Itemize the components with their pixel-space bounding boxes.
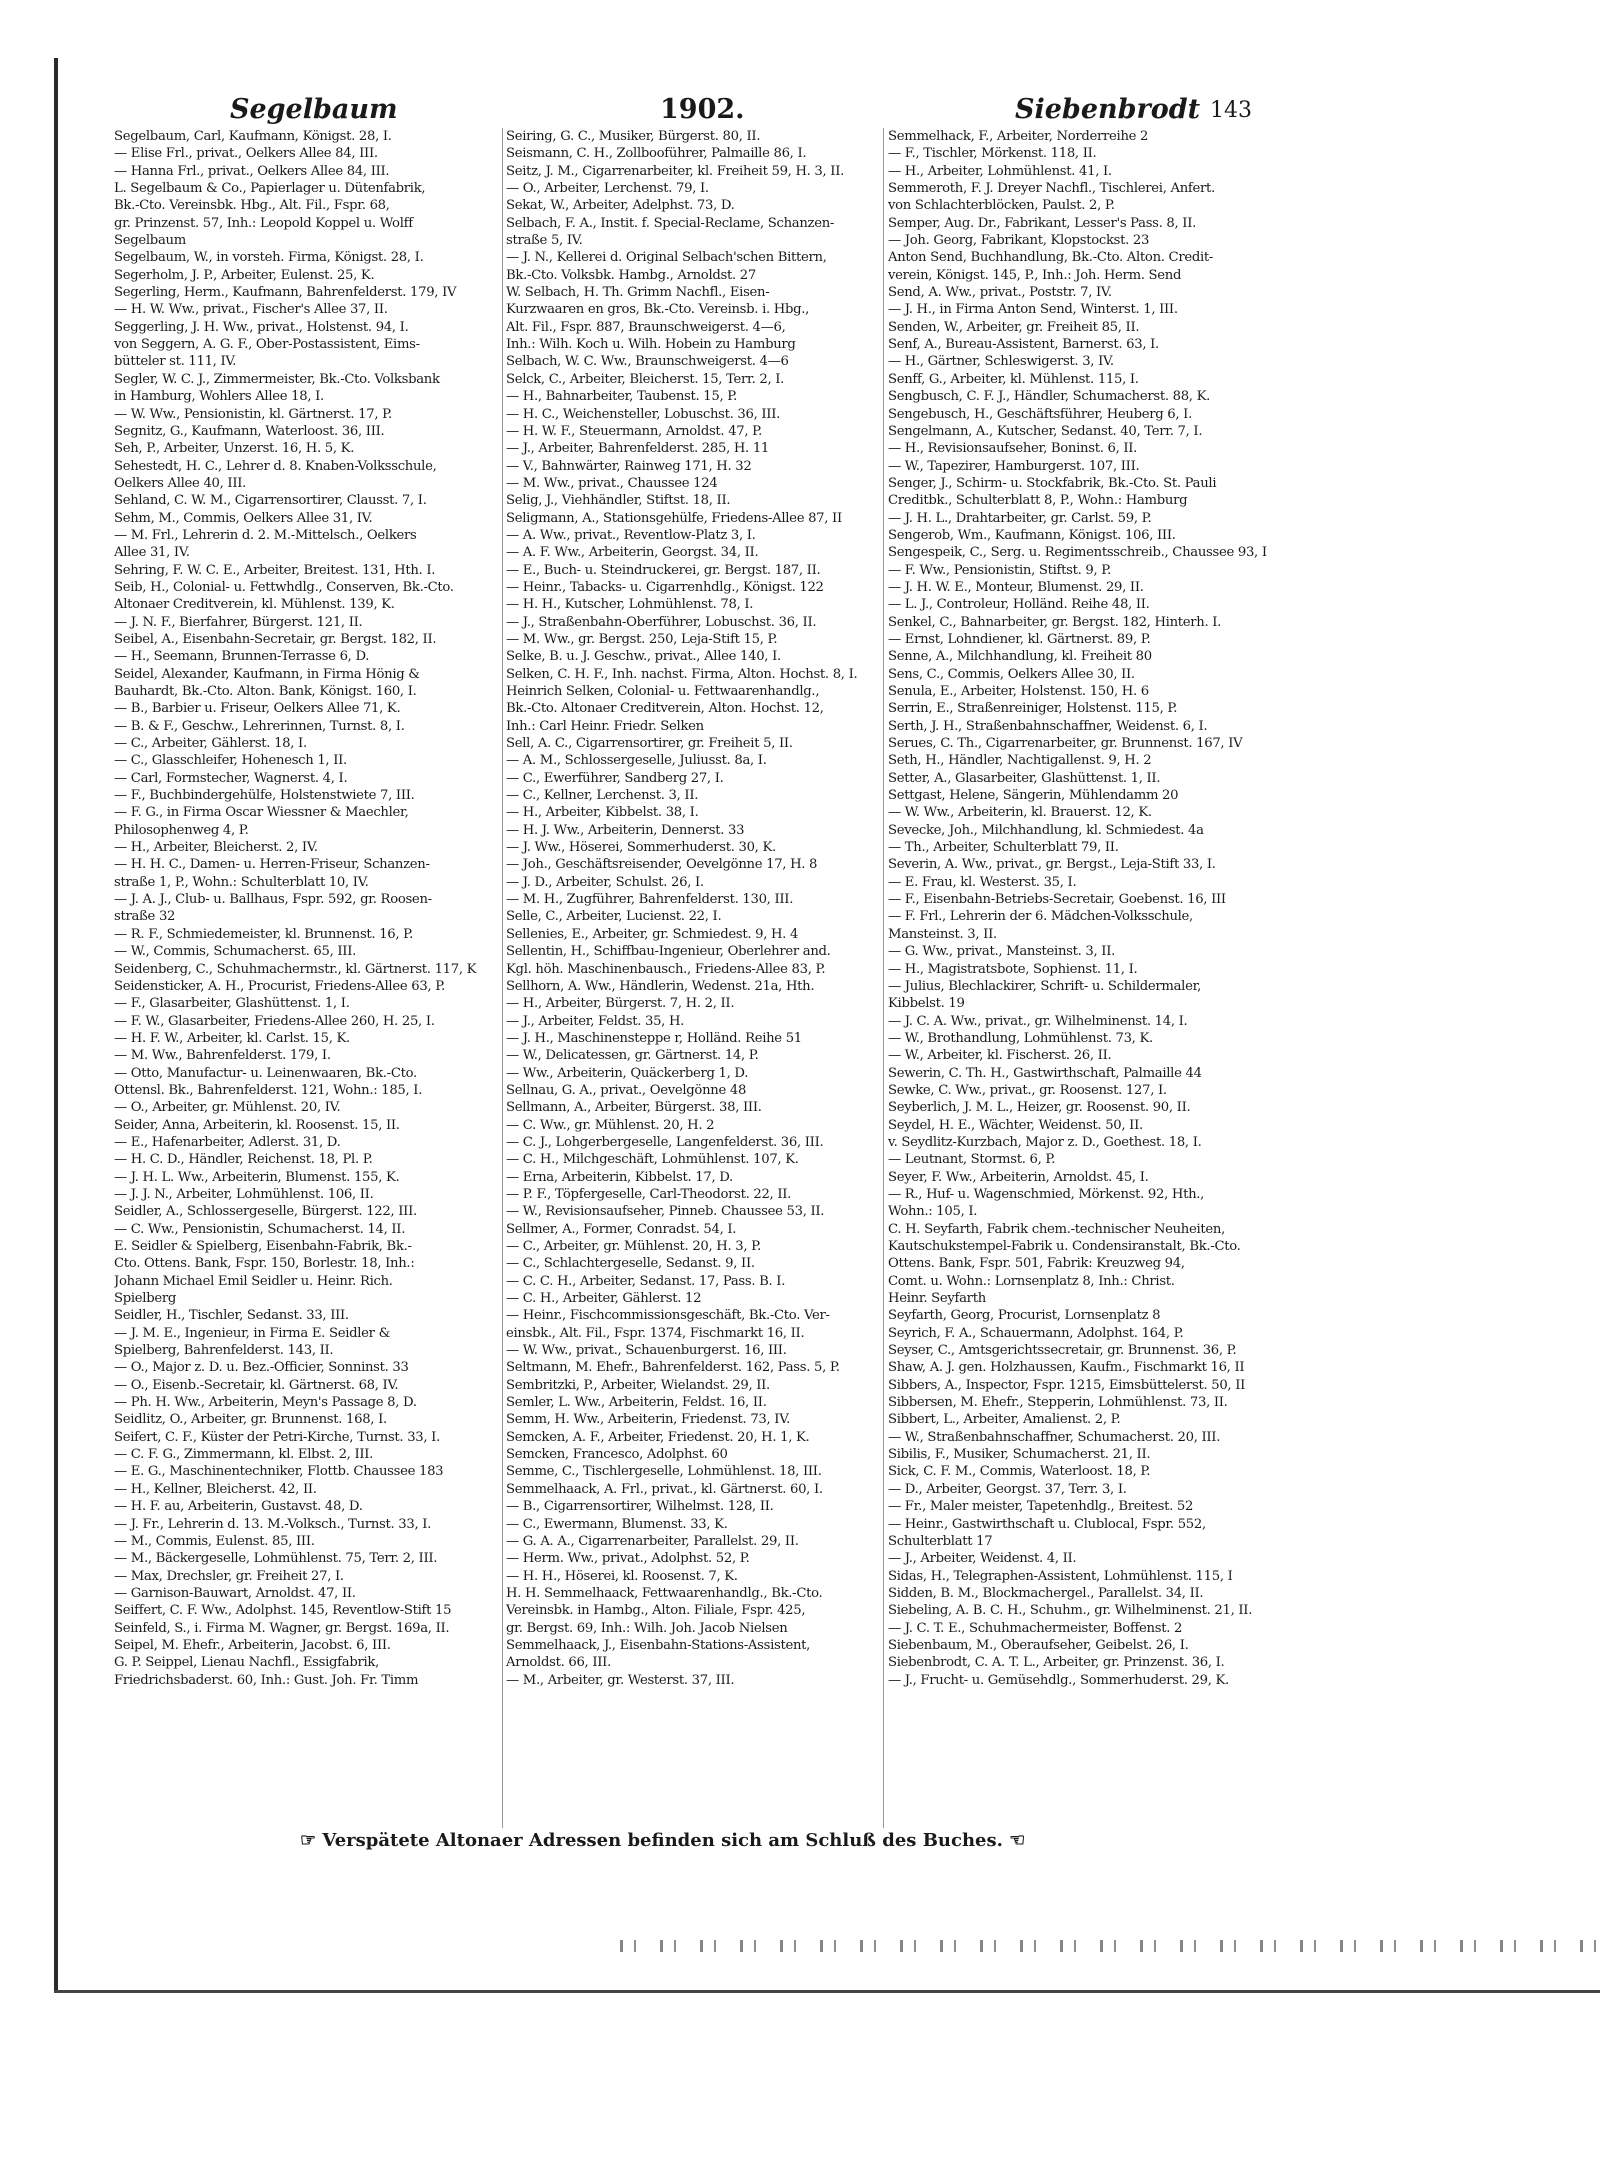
directory-entry: Allee 31, IV.	[114, 545, 190, 561]
directory-entry: Spielberg	[114, 1291, 177, 1307]
directory-entry: — M., Bäckergeselle, Lohmühlenst. 75, Terr. 2, III.	[114, 1551, 438, 1567]
directory-entry: — Heinr., Gastwirthschaft u. Clublocal, Fspr. 552,	[888, 1516, 1206, 1532]
directory-entry: — F. G., in Firma Oscar Wiessner & Maechler,	[114, 805, 409, 821]
directory-entry: — H., Arbeiter, Bleicherst. 2, IV.	[114, 840, 318, 856]
directory-entry: Semcken, Francesco, Adolphst. 60	[506, 1447, 728, 1463]
directory-entry: — F., Eisenbahn-Betriebs-Secretair, Goebenst. 16, III	[888, 892, 1226, 908]
directory-entry: — J. M. E., Ingenieur, in Firma E. Seidler &	[114, 1325, 391, 1341]
directory-entry: — C. H., Arbeiter, Gählerst. 12	[506, 1291, 702, 1307]
directory-entry: Seiffert, C. F. Ww., Adolphst. 145, Reventlow-Stift 15	[114, 1603, 452, 1619]
directory-entry: — C., Arbeiter, Gählerst. 18, I.	[114, 736, 307, 752]
directory-entry: v. Seydlitz-Kurzbach, Major z. D., Goethest. 18, I.	[888, 1134, 1202, 1150]
directory-entry: — O., Major z. D. u. Bez.-Officier, Sonninst. 33	[114, 1360, 409, 1376]
directory-entry: — W. Ww., privat., Schauenburgerst. 16, III.	[506, 1343, 787, 1359]
directory-entry: Seidenberg, C., Schuhmachermstr., kl. Gärtnerst. 117, K	[114, 961, 477, 977]
directory-entry: Seinfeld, S., i. Firma M. Wagner, gr. Bergst. 169a, II.	[114, 1620, 450, 1636]
directory-entry: Vereinsbk. in Hambg., Alton. Filiale, Fspr. 425,	[506, 1603, 806, 1619]
directory-entry: — J., Arbeiter, Bahrenfelderst. 285, H. 11	[506, 441, 770, 457]
directory-entry: in Hamburg, Wohlers Allee 18, I.	[114, 389, 324, 405]
directory-entry: straße 32	[114, 909, 176, 925]
directory-entry: Seligmann, A., Stationsgehülfe, Friedens-Allee 87, II	[506, 510, 842, 526]
directory-entry: — B., Barbier u. Friseur, Oelkers Allee 71, K.	[114, 701, 401, 717]
directory-entry: Sell, A. C., Cigarrensortirer, gr. Freiheit 5, II.	[506, 736, 793, 752]
directory-entry: Sehring, F. W. C. E., Arbeiter, Breitest. 131, Hth. I.	[114, 562, 436, 578]
directory-entry: Sehestedt, H. C., Lehrer d. 8. Knaben-Volksschule,	[114, 458, 437, 474]
directory-entry: — Th., Arbeiter, Schulterblatt 79, II.	[888, 840, 1119, 856]
directory-entry: — J. H. L. Ww., Arbeiterin, Blumenst. 155, K.	[114, 1169, 400, 1185]
directory-entry: — C., Arbeiter, gr. Mühlenst. 20, H. 3, P.	[506, 1239, 761, 1254]
directory-entry: — B. & F., Geschw., Lehrerinnen, Turnst. 8, I.	[114, 718, 405, 734]
directory-entry: Semmeroth, F. J. Dreyer Nachfl., Tischlerei, Anfert.	[888, 181, 1215, 197]
directory-entry: E. Seidler & Spielberg, Eisenbahn-Fabrik, Bk.-	[114, 1239, 412, 1254]
directory-entry: — J. H. W. E., Monteur, Blumenst. 29, II.	[888, 579, 1144, 595]
directory-entry: — G. A. A., Cigarrenarbeiter, Parallelst. 29, II.	[506, 1533, 799, 1549]
directory-entry: Settgast, Helene, Sängerin, Mühlendamm 20	[888, 788, 1179, 804]
directory-entry: Sibbers, A., Inspector, Fspr. 1215, Eimsbüttelerst. 50, II	[888, 1377, 1246, 1393]
directory-entry: — J., Straßenbahn-Oberführer, Lobuschst. 36, II.	[506, 614, 817, 630]
directory-entry: — M. H., Zugführer, Bahrenfelderst. 130, III.	[506, 892, 794, 908]
directory-entry: Sengespeik, C., Serg. u. Regimentsschreib., Chaussee 93, I	[888, 545, 1267, 561]
footer-note: ☞ Verspätete Altonaer Adressen befinden sich am Schluß des Buches. ☜	[300, 1830, 1026, 1851]
directory-entry: Selig, J., Viehhändler, Stiftst. 18, II.	[506, 493, 731, 509]
directory-entry: Seib, H., Colonial- u. Fettwhdlg., Conserven, Bk.-Cto.	[114, 579, 454, 595]
directory-entry: Kibbelst. 19	[888, 996, 965, 1012]
directory-entry: Selken, C. H. F., Inh. nachst. Firma, Alton. Hochst. 8, I.	[506, 666, 858, 682]
directory-entry: — W., Revisionsaufseher, Pinneb. Chaussee 53, II.	[506, 1204, 825, 1220]
directory-entry: — Julius, Blechlackirer, Schrift- u. Schildermaler,	[888, 978, 1202, 994]
directory-entry: — Otto, Manufactur- u. Leinenwaaren, Bk.-Cto.	[114, 1065, 417, 1081]
directory-entry: — J. C. T. E., Schuhmachermeister, Boffenst. 2	[888, 1620, 1183, 1636]
directory-entry: Bk.-Cto. Vereinsbk. Hbg., Alt. Fil., Fspr. 68,	[114, 198, 390, 214]
directory-entry: Segler, W. C. J., Zimmermeister, Bk.-Cto. Volksbank	[114, 371, 440, 387]
directory-entry: — J. Fr., Lehrerin d. 13. M.-Volksch., Turnst. 33, I.	[114, 1516, 432, 1532]
directory-entry: Altonaer Creditverein, kl. Mühlenst. 139, K.	[114, 597, 395, 613]
directory-entry: bütteler st. 111, IV.	[114, 354, 237, 370]
directory-entry: Segelbaum, Carl, Kaufmann, Königst. 28, I.	[114, 129, 392, 144]
directory-entry: — E., Hafenarbeiter, Adlerst. 31, D.	[114, 1134, 341, 1150]
directory-entry: — J., Arbeiter, Weidenst. 4, II.	[888, 1551, 1077, 1567]
directory-entry: — C. Ww., Pensionistin, Schumacherst. 14, II.	[114, 1221, 406, 1237]
directory-entry: Serrin, E., Straßenreiniger, Holstenst. 115, P.	[888, 701, 1178, 717]
directory-entry: Siebenbaum, M., Oberaufseher, Geibelst. 26, I.	[888, 1637, 1189, 1653]
directory-entry: — J. H., in Firma Anton Send, Winterst. 1, III.	[888, 302, 1178, 318]
directory-entry: C. H. Seyfarth, Fabrik chem.-technischer Neuheiten,	[888, 1221, 1225, 1237]
directory-entry: — H., Kellner, Bleicherst. 42, II.	[114, 1481, 317, 1497]
directory-entry: Seidel, Alexander, Kaufmann, in Firma Hönig &	[114, 666, 420, 682]
directory-entry: — H. F. W., Arbeiter, kl. Carlst. 15, K.	[114, 1030, 350, 1046]
directory-entry: — C. Ww., gr. Mühlenst. 20, H. 2	[506, 1117, 715, 1133]
directory-entry: — J. A. J., Club- u. Ballhaus, Fspr. 592, gr. Roosen-	[114, 892, 432, 908]
directory-entry: — Heinr., Tabacks- u. Cigarrenhdlg., Königst. 122	[506, 579, 824, 595]
directory-entry: — Carl, Formstecher, Wagnerst. 4, I.	[114, 770, 348, 786]
directory-entry: Semcken, A. F., Arbeiter, Friedenst. 20, H. 1, K.	[506, 1429, 810, 1445]
directory-entry: — C. H., Milchgeschäft, Lohmühlenst. 107, K.	[506, 1152, 799, 1168]
directory-entry: Serth, J. H., Straßenbahnschaffner, Weidenst. 6, I.	[888, 718, 1208, 734]
directory-entry: — H. H. C., Damen- u. Herren-Friseur, Schanzen-	[114, 857, 430, 873]
directory-entry: Seibel, A., Eisenbahn-Secretair, gr. Bergst. 182, II.	[114, 631, 437, 647]
directory-entry: — M., Arbeiter, gr. Westerst. 37, III.	[506, 1672, 735, 1688]
directory-entry: — W., Arbeiter, kl. Fischerst. 26, II.	[888, 1048, 1112, 1064]
directory-entry: Heinrich Selken, Colonial- u. Fettwaarenhandlg.,	[506, 684, 820, 699]
directory-entry: — Max, Drechsler, gr. Freiheit 27, I.	[114, 1568, 344, 1584]
directory-entry: Ottens. Bank, Fspr. 501, Fabrik: Kreuzweg 94,	[888, 1256, 1185, 1272]
directory-entry: gr. Prinzenst. 57, Inh.: Leopold Koppel u. Wolff	[114, 215, 413, 231]
directory-entry: Segnitz, G., Kaufmann, Waterloost. 36, III.	[114, 423, 385, 439]
directory-entry: — M. Ww., privat., Chaussee 124	[506, 475, 718, 491]
directory-entry: Sellenies, E., Arbeiter, gr. Schmiedest. 9, H. 4	[506, 926, 799, 942]
directory-entry: — Ernst, Lohndiener, kl. Gärtnerst. 89, P.	[888, 631, 1151, 647]
directory-entry: — F., Tischler, Mörkenst. 118, II.	[888, 146, 1097, 162]
directory-entry: Sehland, C. W. M., Cigarrensortirer, Clausst. 7, I.	[114, 493, 427, 509]
directory-entry: W. Selbach, H. Th. Grimm Nachfl., Eisen-	[506, 285, 770, 301]
directory-entry: — O., Arbeiter, gr. Mühlenst. 20, IV.	[114, 1100, 341, 1116]
directory-entry: — Fr., Maler meister, Tapetenhdlg., Breitest. 52	[888, 1499, 1194, 1515]
directory-entry: Kurzwaaren en gros, Bk.-Cto. Vereinsb. i. Hbg.,	[506, 302, 810, 318]
directory-entry: Seyberlich, J. M. L., Heizer, gr. Roosenst. 90, II.	[888, 1100, 1191, 1116]
directory-entry: Seifert, C. F., Küster der Petri-Kirche, Turnst. 33, I.	[114, 1429, 440, 1445]
directory-entry: — J. N. F., Bierfahrer, Bürgerst. 121, II.	[114, 614, 363, 630]
directory-entry: — J., Arbeiter, Feldst. 35, H.	[506, 1013, 685, 1029]
directory-entry: Semme, C., Tischlergeselle, Lohmühlenst. 18, III.	[506, 1464, 822, 1480]
directory-entry: Selck, C., Arbeiter, Bleicherst. 15, Terr. 2, I.	[506, 371, 785, 387]
directory-entry: — B., Cigarrensortirer, Wilhelmst. 128, II.	[506, 1499, 774, 1515]
directory-entry: Kgl. höh. Maschinenbausch., Friedens-Allee 83, P.	[506, 961, 826, 977]
directory-entry: — Ww., Arbeiterin, Quäckerberg 1, D.	[506, 1065, 749, 1081]
directory-entry: verein, Königst. 145, P., Inh.: Joh. Herm. Send	[888, 267, 1182, 283]
directory-entry: Seggerling, J. H. Ww., privat., Holstenst. 94, I.	[114, 319, 409, 335]
directory-entry: Segelbaum	[114, 233, 186, 249]
directory-entry: Seltmann, M. Ehefr., Bahrenfelderst. 162, Pass. 5, P.	[506, 1360, 840, 1376]
directory-entry: — H. H., Höserei, kl. Roosenst. 7, K.	[506, 1568, 738, 1584]
directory-entry: Seyrich, F. A., Schauermann, Adolphst. 164, P.	[888, 1325, 1184, 1341]
directory-entry: Creditbk., Schulterblatt 8, P., Wohn.: Hamburg	[888, 493, 1188, 509]
directory-entry: Sengerob, Wm., Kaufmann, Königst. 106, III.	[888, 527, 1176, 543]
directory-entry: — C. F. G., Zimmermann, kl. Elbst. 2, III.	[114, 1447, 374, 1463]
directory-entry: — W., Commis, Schumacherst. 65, III.	[114, 944, 357, 960]
directory-entry: von Schlachterblöcken, Paulst. 2, P.	[888, 198, 1115, 214]
directory-entry: — Herm. Ww., privat., Adolphst. 52, P.	[506, 1551, 750, 1567]
directory-entry: Philosophenweg 4, P.	[114, 822, 249, 838]
directory-entry: Johann Michael Emil Seidler u. Heinr. Rich.	[114, 1273, 393, 1289]
directory-entry: — Erna, Arbeiterin, Kibbelst. 17, D.	[506, 1169, 733, 1185]
directory-entry: — M. Frl., Lehrerin d. 2. M.-Mittelsch., Oelkers	[114, 527, 417, 543]
directory-entry: Sibbersen, M. Ehefr., Stepperin, Lohmühlenst. 73, II.	[888, 1395, 1228, 1411]
directory-entry: — J. C. A. Ww., privat., gr. Wilhelminenst. 14, I.	[888, 1013, 1188, 1029]
directory-entry: — Joh., Geschäftsreisender, Oevelgönne 17, H. 8	[506, 857, 818, 873]
directory-entry: Sidden, B. M., Blockmachergel., Parallelst. 34, II.	[888, 1585, 1204, 1601]
directory-entry: Sevecke, Joh., Milchhandlung, kl. Schmiedest. 4a	[888, 822, 1204, 838]
directory-entry: Bk.-Cto. Altonaer Creditverein, Alton. Hochst. 12,	[506, 701, 824, 717]
directory-entry: Sehm, M., Commis, Oelkers Allee 31, IV.	[114, 510, 373, 526]
directory-column-3	[888, 128, 1283, 1838]
directory-entry: Senger, J., Schirm- u. Stockfabrik, Bk.-Cto. St. Pauli	[888, 475, 1217, 491]
directory-entry: Semmelhaack, A. Frl., privat., kl. Gärtnerst. 60, I.	[506, 1481, 823, 1497]
directory-entry: Seh, P., Arbeiter, Unzerst. 16, H. 5, K.	[114, 441, 355, 457]
directory-entry: — F. Ww., Pensionistin, Stiftst. 9, P.	[888, 562, 1112, 578]
directory-entry: — J. N., Kellerei d. Original Selbach'schen Bittern,	[506, 250, 827, 266]
directory-entry: von Seggern, A. G. F., Ober-Postassistent, Eims-	[114, 337, 420, 353]
directory-entry: — J. H., Maschinensteppe r, Holländ. Reihe 51	[506, 1030, 802, 1046]
directory-entry: — H. F. au, Arbeiterin, Gustavst. 48, D.	[114, 1499, 363, 1515]
directory-entry: — M. Ww., gr. Bergst. 250, Leja-Stift 15, P.	[506, 631, 778, 647]
directory-entry: — H., Seemann, Brunnen-Terrasse 6, D.	[114, 649, 370, 665]
directory-entry: — H. C. D., Händler, Reichenst. 18, Pl. P.	[114, 1152, 373, 1168]
directory-entry: — W. Ww., Pensionistin, kl. Gärtnerst. 17, P.	[114, 406, 392, 422]
directory-entry: Kautschukstempel-Fabrik u. Condensiranstalt, Bk.-Cto.	[888, 1239, 1241, 1254]
directory-entry: Comt. u. Wohn.: Lornsenplatz 8, Inh.: Christ.	[888, 1273, 1175, 1289]
directory-entry: Sellmann, A., Arbeiter, Bürgerst. 38, III.	[506, 1100, 762, 1116]
directory-entry: Sengbusch, C. F. J., Händler, Schumacherst. 88, K.	[888, 389, 1211, 405]
directory-entry: Semm, H. Ww., Arbeiterin, Friedenst. 73, IV.	[506, 1412, 791, 1428]
directory-entry: Seider, Anna, Arbeiterin, kl. Roosenst. 15, II.	[114, 1117, 400, 1133]
directory-entry: — H. J. Ww., Arbeiterin, Dennerst. 33	[506, 822, 745, 838]
directory-entry: Semmelhack, F., Arbeiter, Norderreihe 2	[888, 129, 1149, 144]
directory-entry: Alt. Fil., Fspr. 887, Braunschweigerst. 4—6,	[506, 319, 786, 335]
directory-entry: — Hanna Frl., privat., Oelkers Allee 84, III.	[114, 163, 390, 179]
directory-entry: — H., Bahnarbeiter, Taubenst. 15, P.	[506, 389, 738, 405]
directory-entry: — H., Revisionsaufseher, Boninst. 6, II.	[888, 441, 1138, 457]
directory-entry: Seidlitz, O., Arbeiter, gr. Brunnenst. 168, I.	[114, 1412, 387, 1428]
directory-entry: — A. M., Schlossergeselle, Juliusst. 8a, I.	[506, 753, 767, 769]
directory-entry: Bauhardt, Bk.-Cto. Alton. Bank, Königst. 160, I.	[114, 684, 417, 699]
directory-entry: Selbach, W. C. Ww., Braunschweigerst. 4—6	[506, 354, 789, 370]
directory-entry: — W., Tapezirer, Hamburgerst. 107, III.	[888, 458, 1140, 474]
directory-entry: — R., Huf- u. Wagenschmied, Mörkenst. 92, Hth.,	[888, 1186, 1205, 1202]
column-rule	[883, 128, 884, 1828]
directory-entry: Oelkers Allee 40, III.	[114, 475, 247, 491]
directory-entry: Selle, C., Arbeiter, Lucienst. 22, I.	[506, 909, 722, 925]
directory-entry: — E. Frau, kl. Westerst. 35, I.	[888, 874, 1077, 890]
directory-entry: Ottensl. Bk., Bahrenfelderst. 121, Wohn.: 185, I.	[114, 1082, 423, 1098]
directory-entry: Siebeling, A. B. C. H., Schuhm., gr. Wilhelminenst. 21, II.	[888, 1603, 1253, 1619]
directory-entry: — J., Frucht- u. Gemüsehdlg., Sommerhuderst. 29, K.	[888, 1672, 1229, 1688]
directory-entry: Seidler, A., Schlossergeselle, Bürgerst. 122, III.	[114, 1204, 417, 1220]
directory-entry: — H. W. F., Steuermann, Arnoldst. 47, P.	[506, 423, 762, 439]
directory-entry: — L. J., Controleur, Holländ. Reihe 48, II.	[888, 597, 1150, 613]
directory-entry: — H., Gärtner, Schleswigerst. 3, IV.	[888, 354, 1114, 370]
directory-entry: Seipel, M. Ehefr., Arbeiterin, Jacobst. 6, III.	[114, 1637, 391, 1653]
directory-entry: Bk.-Cto. Volksbk. Hambg., Arnoldst. 27	[506, 267, 756, 283]
directory-entry: — C., Ewerführer, Sandberg 27, I.	[506, 770, 724, 786]
directory-entry: Sengelmann, A., Kutscher, Sedanst. 40, Terr. 7, I.	[888, 423, 1203, 439]
directory-entry: Semper, Aug. Dr., Fabrikant, Lesser's Pass. 8, II.	[888, 215, 1197, 231]
directory-entry: Friedrichsbaderst. 60, Inh.: Gust. Joh. Fr. Timm	[114, 1672, 419, 1688]
page-header	[70, 92, 1310, 132]
directory-entry: — H., Arbeiter, Kibbelst. 38, I.	[506, 805, 699, 821]
directory-entry: Sembritzki, P., Arbeiter, Wielandst. 29, II.	[506, 1377, 770, 1393]
directory-entry: — F. W., Glasarbeiter, Friedens-Allee 260, H. 25, I.	[114, 1013, 435, 1029]
directory-entry: Seismann, C. H., Zollbooführer, Palmaille 86, I.	[506, 146, 807, 162]
directory-entry: — J. D., Arbeiter, Schulst. 26, I.	[506, 874, 704, 890]
directory-entry: Sellhorn, A. Ww., Händlerin, Wedenst. 21a, Hth.	[506, 978, 815, 994]
directory-entry: — G. Ww., privat., Mansteinst. 3, II.	[888, 944, 1116, 960]
directory-entry: — Ph. H. Ww., Arbeiterin, Meyn's Passage 8, D.	[114, 1395, 417, 1411]
directory-entry: Selke, B. u. J. Geschw., privat., Allee 140, I.	[506, 649, 781, 665]
directory-entry: — C., Ewermann, Blumenst. 33, K.	[506, 1516, 728, 1532]
directory-entry: Sewerin, C. Th. H., Gastwirthschaft, Palmaille 44	[888, 1065, 1202, 1081]
directory-entry: Senne, A., Milchhandlung, kl. Freiheit 80	[888, 649, 1152, 665]
directory-entry: Senden, W., Arbeiter, gr. Freiheit 85, II.	[888, 319, 1140, 335]
directory-entry: Mansteinst. 3, II.	[888, 926, 997, 942]
directory-entry: Seidensticker, A. H., Procurist, Friedens-Allee 63, P.	[114, 978, 446, 994]
column-rule	[502, 128, 503, 1828]
directory-entry: — H. H., Kutscher, Lohmühlenst. 78, I.	[506, 597, 754, 613]
directory-entry: Seiring, G. C., Musiker, Bürgerst. 80, II.	[506, 129, 761, 144]
directory-entry: Senf, A., Bureau-Assistent, Barnerst. 63, I.	[888, 337, 1159, 353]
directory-entry: — H. C., Weichensteller, Lobuschst. 36, III.	[506, 406, 780, 422]
directory-entry: — Elise Frl., privat., Oelkers Allee 84, III.	[114, 146, 378, 162]
directory-entry: H. H. Semmelhaack, Fettwaarenhandlg., Bk.-Cto.	[506, 1585, 823, 1601]
directory-entry: — Heinr., Fischcommissionsgeschäft, Bk.-Cto. Ver-	[506, 1308, 830, 1324]
directory-entry: — J. H. L., Drahtarbeiter, gr. Carlst. 59, P.	[888, 510, 1152, 526]
directory-entry: Selbach, F. A., Instit. f. Special-Reclame, Schanzen-	[506, 215, 835, 231]
directory-entry: Heinr. Seyfarth	[888, 1291, 986, 1307]
page-edge-left	[54, 58, 58, 1990]
directory-entry: — Leutnant, Stormst. 6, P.	[888, 1152, 1056, 1168]
directory-entry: — E. G., Maschinentechniker, Flottb. Chaussee 183	[114, 1464, 444, 1480]
directory-entry: — O., Eisenb.-Secretair, kl. Gärtnerst. 68, IV.	[114, 1377, 399, 1393]
directory-entry: Sengebusch, H., Geschäftsführer, Heuberg 6, I.	[888, 406, 1192, 422]
directory-entry: Senula, E., Arbeiter, Holstenst. 150, H. 6	[888, 684, 1149, 699]
directory-entry: — A. Ww., privat., Reventlow-Platz 3, I.	[506, 527, 756, 543]
directory-entry: Seth, H., Händler, Nachtigallenst. 9, H. 2	[888, 753, 1152, 769]
directory-entry: — W., Delicatessen, gr. Gärtnerst. 14, P.	[506, 1048, 759, 1064]
directory-entry: Inh.: Carl Heinr. Friedr. Selken	[506, 718, 704, 734]
directory-entry: Spielberg, Bahrenfelderst. 143, II.	[114, 1343, 334, 1359]
directory-entry: Segerling, Herm., Kaufmann, Bahrenfelderst. 179, IV	[114, 285, 457, 301]
directory-page	[70, 92, 1310, 1947]
directory-entry: — M., Commis, Eulenst. 85, III.	[114, 1533, 315, 1549]
directory-entry: — W. Ww., Arbeiterin, kl. Brauerst. 12, K.	[888, 805, 1152, 821]
directory-entry: L. Segelbaum & Co., Papierlager u. Dütenfabrik,	[114, 181, 426, 197]
directory-entry: — H., Arbeiter, Bürgerst. 7, H. 2, II.	[506, 996, 735, 1012]
directory-entry: — F., Buchbindergehülfe, Holstenstwiete 7, III.	[114, 788, 415, 804]
directory-entry: Seyser, C., Amtsgerichtssecretair, gr. Brunnenst. 36, P.	[888, 1343, 1237, 1359]
directory-entry: — J. Ww., Höserei, Sommerhuderst. 30, K.	[506, 840, 776, 856]
directory-entry: — C., Kellner, Lerchenst. 3, II.	[506, 788, 699, 804]
directory-entry: Segerholm, J. P., Arbeiter, Eulenst. 25, K.	[114, 267, 375, 283]
directory-entry: Senff, G., Arbeiter, kl. Mühlenst. 115, I.	[888, 371, 1139, 387]
directory-entry: — C. C. H., Arbeiter, Sedanst. 17, Pass. B. I.	[506, 1273, 786, 1289]
directory-entry: — Garnison-Bauwart, Arnoldst. 47, II.	[114, 1585, 356, 1601]
directory-column-1	[114, 128, 509, 1838]
directory-entry: Sellentin, H., Schiffbau-Ingenieur, Oberlehrer and.	[506, 944, 831, 960]
directory-column-2	[506, 128, 901, 1838]
directory-entry: Serues, C. Th., Cigarrenarbeiter, gr. Brunnenst. 167, IV	[888, 736, 1243, 752]
directory-entry: G. P. Seippel, Lienau Nachfl., Essigfabrik,	[114, 1655, 379, 1671]
directory-entry: Sibilis, F., Musiker, Schumacherst. 21, II.	[888, 1447, 1151, 1463]
directory-entry: Schulterblatt 17	[888, 1533, 993, 1549]
directory-entry: Seyfarth, Georg, Procurist, Lornsenplatz 8	[888, 1308, 1161, 1324]
directory-entry: Sidas, H., Telegraphen-Assistent, Lohmühlenst. 115, I	[888, 1568, 1233, 1584]
directory-entry: — A. F. Ww., Arbeiterin, Georgst. 34, II.	[506, 545, 759, 561]
running-head-left: Segelbaum	[230, 94, 398, 125]
directory-entry: Seyer, F. Ww., Arbeiterin, Arnoldst. 45, I.	[888, 1169, 1149, 1185]
directory-entry: Seydel, H. E., Wächter, Weidenst. 50, II.	[888, 1117, 1143, 1133]
directory-entry: Sick, C. F. M., Commis, Waterloost. 18, P.	[888, 1464, 1151, 1480]
directory-entry: Segelbaum, W., in vorsteh. Firma, Königst. 28, I.	[114, 250, 424, 266]
directory-entry: gr. Bergst. 69, Inh.: Wilh. Joh. Jacob Nielsen	[506, 1620, 788, 1636]
directory-entry: — O., Arbeiter, Lerchenst. 79, I.	[506, 181, 709, 197]
directory-entry: — P. F., Töpfergeselle, Carl-Theodorst. 22, II.	[506, 1186, 792, 1202]
directory-entry: Sellmer, A., Former, Conradst. 54, I.	[506, 1221, 737, 1237]
directory-entry: Shaw, A. J. gen. Holzhaussen, Kaufm., Fischmarkt 16, II	[888, 1360, 1245, 1376]
directory-entry: — V., Bahnwärter, Rainweg 171, H. 32	[506, 458, 752, 474]
directory-entry: Siebenbrodt, C. A. T. L., Arbeiter, gr. Prinzenst. 36, I.	[888, 1655, 1225, 1671]
directory-entry: Anton Send, Buchhandlung, Bk.-Cto. Alton. Credit-	[888, 250, 1214, 266]
running-head-year: 1902.	[660, 94, 745, 125]
directory-entry: — C. J., Lohgerbergeselle, Langenfelderst. 36, III.	[506, 1134, 824, 1150]
running-head-right: Siebenbrodt	[1015, 94, 1201, 125]
directory-entry: — W., Brothandlung, Lohmühlenst. 73, K.	[888, 1030, 1153, 1046]
directory-entry: Semmelhaack, J., Eisenbahn-Stations-Assistent,	[506, 1637, 811, 1653]
directory-entry: — H., Arbeiter, Lohmühlenst. 41, I.	[888, 163, 1112, 179]
directory-entry: Cto. Ottens. Bank, Fspr. 150, Borlestr. 18, Inh.:	[114, 1256, 415, 1272]
directory-entry: Sibbert, L., Arbeiter, Amalienst. 2, P.	[888, 1412, 1121, 1428]
directory-entry: Seitz, J. M., Cigarrenarbeiter, kl. Freiheit 59, H. 3, II.	[506, 163, 845, 179]
directory-entry: Wohn.: 105, I.	[888, 1204, 978, 1220]
directory-entry: — F., Glasarbeiter, Glashüttenst. 1, I.	[114, 996, 350, 1012]
directory-entry: — E., Buch- u. Steindruckerei, gr. Bergst. 187, II.	[506, 562, 821, 578]
directory-entry: Send, A. Ww., privat., Poststr. 7, IV.	[888, 285, 1112, 301]
directory-entry: — C., Glasschleifer, Hohenesch 1, II.	[114, 753, 347, 769]
page-edge-bottom	[54, 1990, 1600, 1993]
directory-entry: — R. F., Schmiedemeister, kl. Brunnenst. 16, P.	[114, 926, 413, 942]
directory-entry: — Joh. Georg, Fabrikant, Klopstockst. 23	[888, 233, 1150, 249]
directory-entry: Semler, L. Ww., Arbeiterin, Feldst. 16, II.	[506, 1395, 767, 1411]
directory-entry: straße 5, IV.	[506, 233, 583, 249]
directory-entry: Arnoldst. 66, III.	[506, 1655, 611, 1671]
directory-entry: — H., Magistratsbote, Sophienst. 11, I.	[888, 961, 1138, 977]
directory-entry: — J. J. N., Arbeiter, Lohmühlenst. 106, II.	[114, 1186, 374, 1202]
directory-entry: Sewke, C. Ww., privat., gr. Roosenst. 127, I.	[888, 1082, 1167, 1098]
page-number: 143	[1210, 98, 1252, 123]
directory-entry: Severin, A. Ww., privat., gr. Bergst., Leja-Stift 33, I.	[888, 857, 1216, 873]
directory-entry: Sekat, W., Arbeiter, Adelphst. 73, D.	[506, 198, 735, 214]
directory-entry: Inh.: Wilh. Koch u. Wilh. Hobein zu Hamburg	[506, 337, 796, 353]
directory-entry: einsbk., Alt. Fil., Fspr. 1374, Fischmarkt 16, II.	[506, 1325, 805, 1341]
directory-entry: — M. Ww., Bahrenfelderst. 179, I.	[114, 1048, 331, 1064]
directory-entry: Sens, C., Commis, Oelkers Allee 30, II.	[888, 666, 1135, 682]
directory-entry: Senkel, C., Bahnarbeiter, gr. Bergst. 182, Hinterh. I.	[888, 614, 1222, 630]
directory-entry: Seidler, H., Tischler, Sedanst. 33, III.	[114, 1308, 349, 1324]
directory-entry: Sellnau, G. A., privat., Oevelgönne 48	[506, 1082, 747, 1098]
directory-entry: Setter, A., Glasarbeiter, Glashüttenst. 1, II.	[888, 770, 1161, 786]
directory-entry: — D., Arbeiter, Georgst. 37, Terr. 3, I.	[888, 1481, 1127, 1497]
directory-entry: — C., Schlachtergeselle, Sedanst. 9, II.	[506, 1256, 755, 1272]
directory-entry: — W., Straßenbahnschaffner, Schumacherst. 20, III.	[888, 1429, 1221, 1445]
directory-entry: — H. W. Ww., privat., Fischer's Allee 37, II.	[114, 302, 388, 318]
directory-entry: — F. Frl., Lehrerin der 6. Mädchen-Volksschule,	[888, 909, 1193, 925]
directory-entry: straße 1, P., Wohn.: Schulterblatt 10, IV.	[114, 874, 369, 890]
